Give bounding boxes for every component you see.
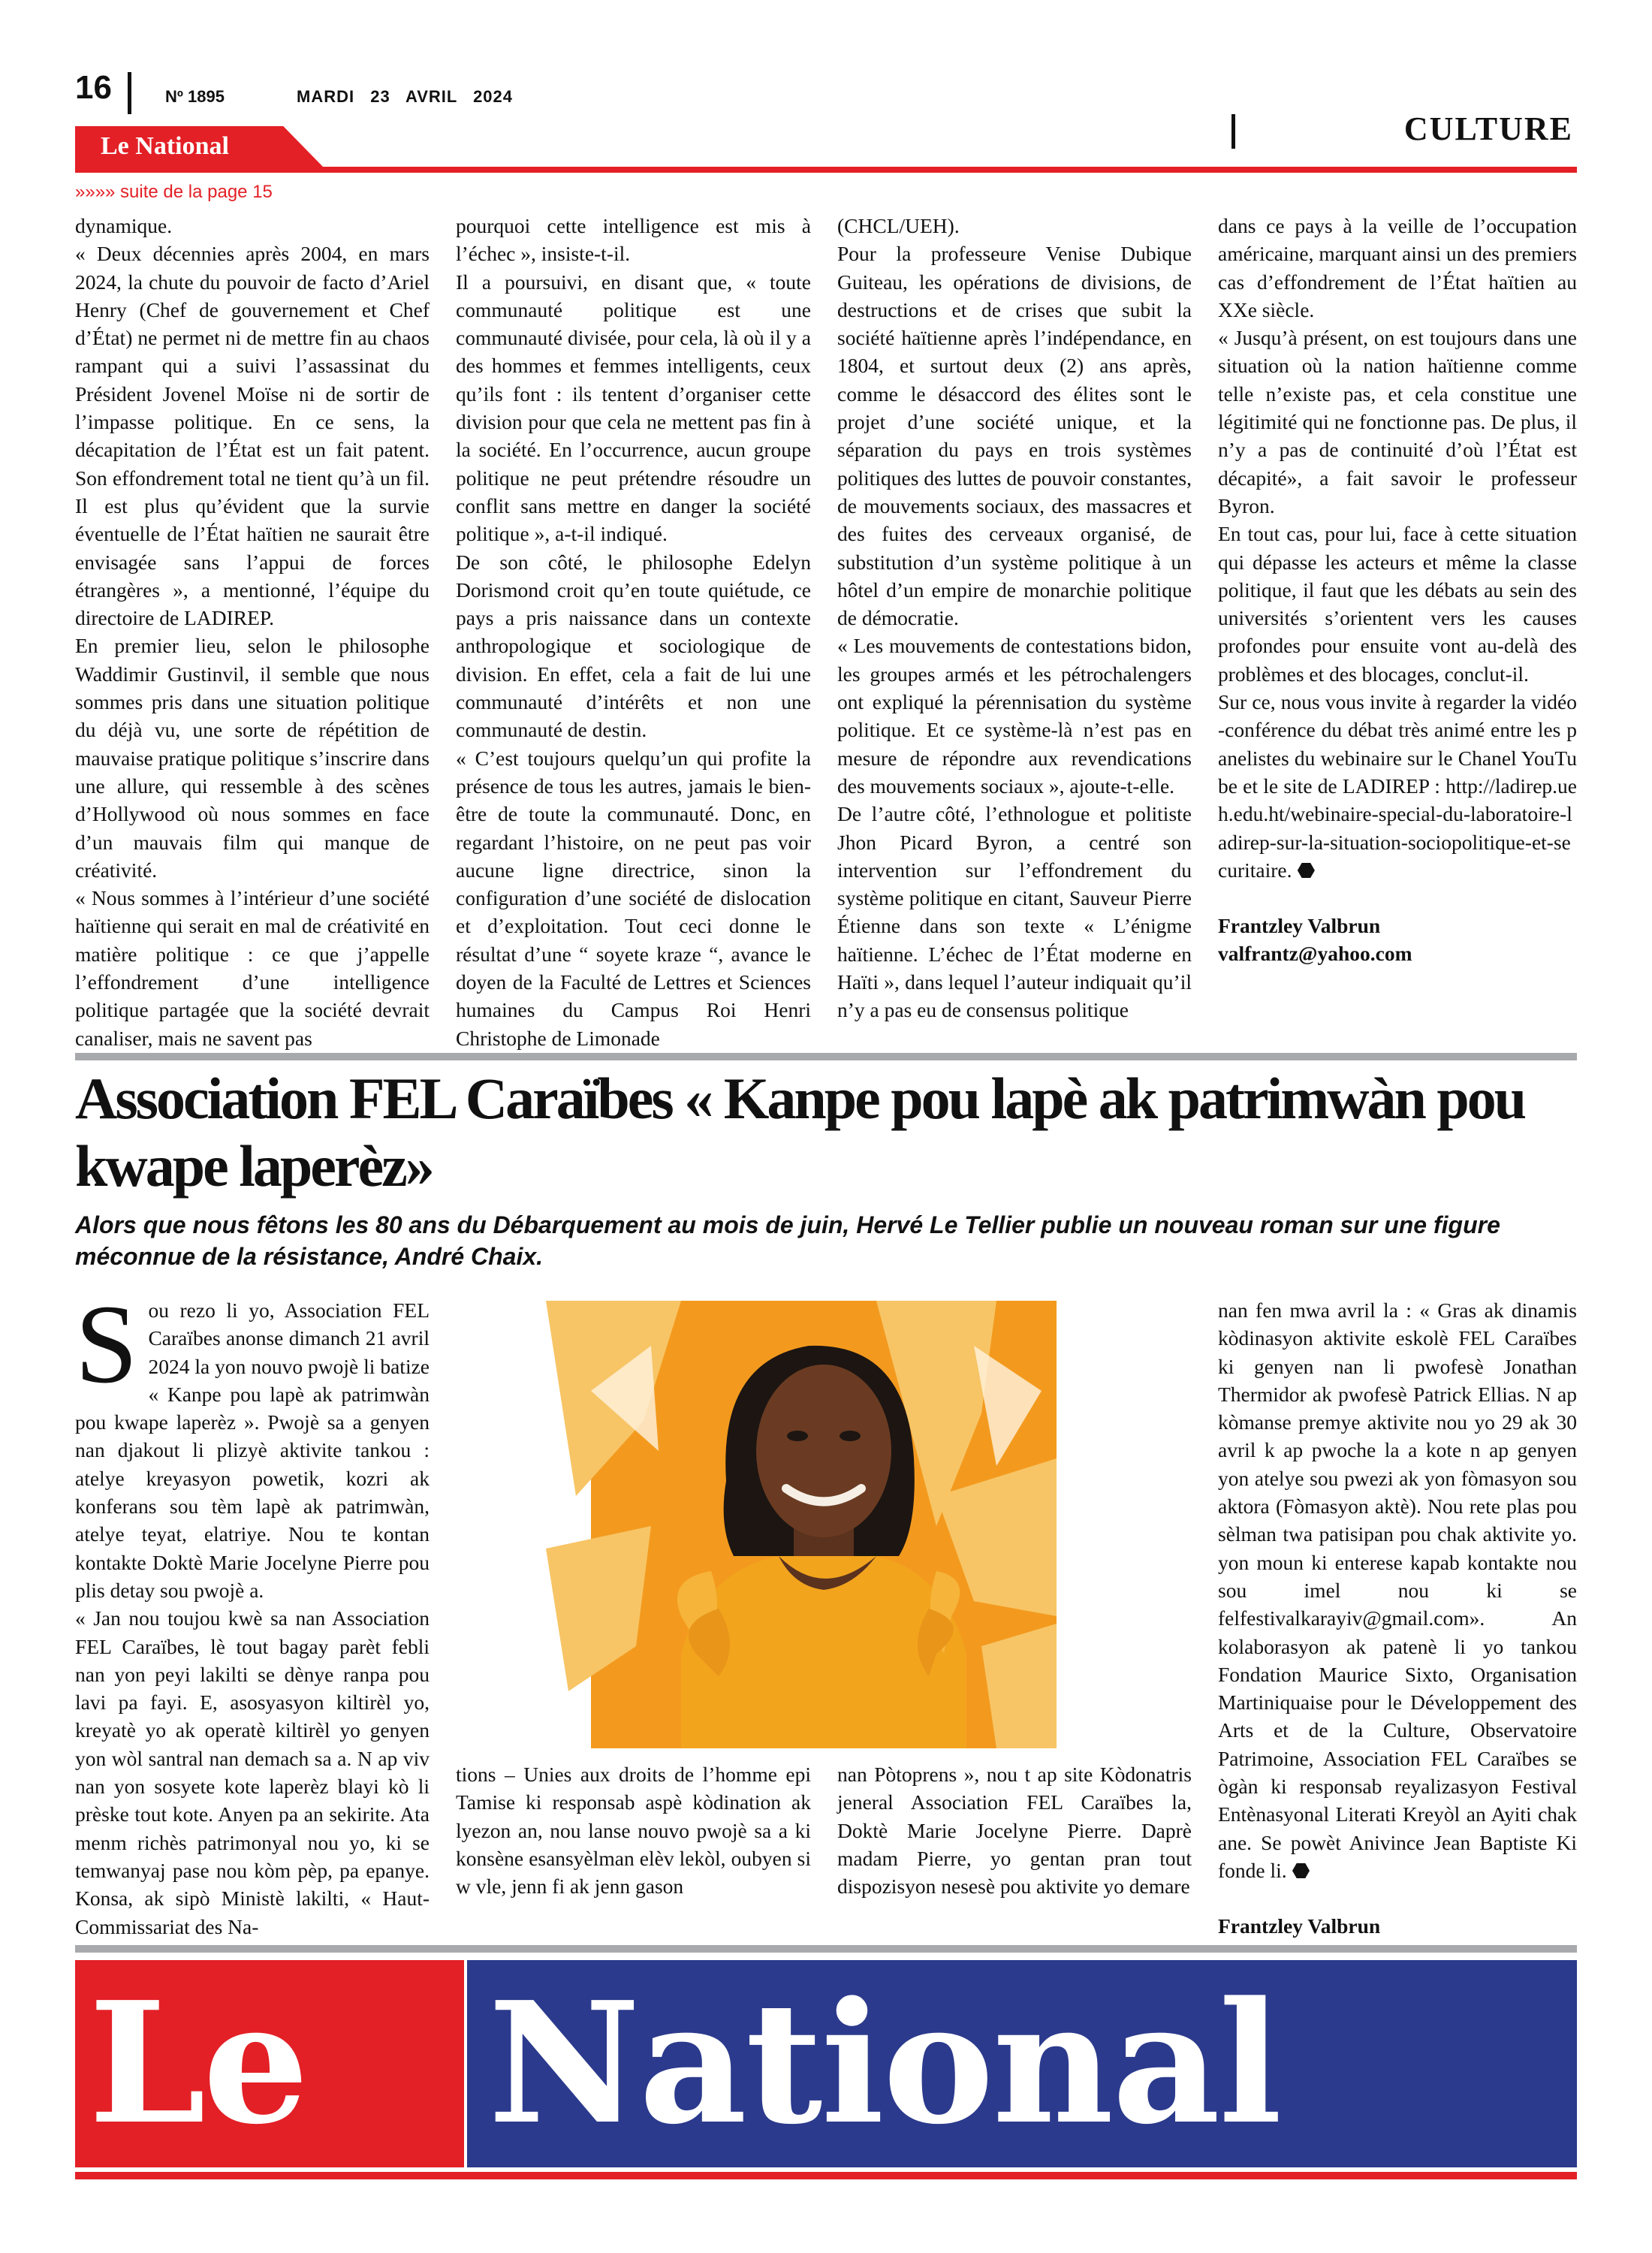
paragraph: En premier lieu, selon le philosophe Waddimir Gustinvil, il semble que nous sommes pris dans une situation politique du déjà vu, une sorte de répétition de mauvaise pratique politique s’inscrire dans une allure, qui ressemble à des scènes d’Hollywood où nous sommes en face d’un mauvais film qui manque de créativité. [75, 634, 430, 882]
drop-cap: S [75, 1282, 138, 1407]
paragraph: Pour la professeure Venise Dubique Guiteau, les opérations de divisions, de destructions et de crises que subit la société haïtienne après l’indépendance, en 1804, et surtout deux (2) ans après, comme le désaccord des élites sont le projet d’une société unique, et la séparation du pays en trois systèmes politiques des luttes de pouvoir constantes, de mouvements sociaux, des massacres et des fuites des cerveaux organisé, de substitution d’un système politique à un hôtel d’un empire de monarchie politique de démocratie. [837, 242, 1192, 630]
author-name: Frantzley Valbrun [1218, 914, 1381, 938]
footer-rule [75, 2172, 1577, 2179]
article1-column-1 [75, 212, 430, 1052]
article2-column-4 [1218, 1296, 1577, 1941]
paragraph: tions – Unies aux droits de l’homme epi Tamise ki responsab aspè kòdination ak lyezon an, nou lanse nouvo pwojè sa a ki konsène esansyèlman elèv lekòl, oubyen si w vle, jenn fi ak jenn gason [456, 1763, 811, 1899]
paragraph: « Deux décennies après 2004, en mars 2024, la chute du pouvoir de facto d’Ariel Henry (Chef de gouvernement et Chef d’État) ne permet ni de mettre fin au chaos rampant qui a suivi l’assassinat du Président Jovenel Moïse ni de sortir de l’impasse politique. En ce sens, la décapitation de l’État est un fait patent. Son effondrement total ne tient qu’à un fil. Il est plus qu’évident que la survie éventuelle de l’État haïtien ne saurait être envisagée sans l’appui de forces étrangères », a mentionné, l’équipe du directoire de LADIREP. [75, 242, 430, 630]
paragraph: « Jan nou toujou kwè sa nan Association FEL Caraïbes, lè tout bagay parèt febli nan yon peyi lakilti se dènye ranpa pou lavi pa fayi. E, asosyasyon kiltirèl yo, kreyatè yo ak operatè kiltirèl yo genyen yon wòl santral nan demach sa a. N ap viv nan yon sosyete kote laperèz blayi kò li prèske tout kote. Anyen pa an sekirite. Ata menm richès patrimonyal nou yo, ki se temwanyaj pase nou kòm pèp, pa epanye. Konsa, ak sipò Ministè lakilti, « Haut-Commissariat des Na- [75, 1606, 430, 1938]
paragraph: dynamique. [75, 214, 173, 237]
spacer [1218, 1884, 1577, 1912]
issue-number: Nº 1895 [165, 87, 225, 106]
article-divider [75, 1053, 1577, 1060]
article2-column-3 [837, 1760, 1192, 1900]
article2-subhead: Alors que nous fêtons les 80 ans du Débarquement au mois de juin, Hervé Le Tellier publie un nouveau roman sur une figure méconnue de la résistance, André Chaix. [75, 1211, 1500, 1270]
portrait-illustration [456, 1301, 1192, 1748]
paragraph: En tout cas, pour lui, face à cette situation qui dépasse les acteurs et même la classe politique, il faut que les débats au sein des universités s’orientent vers les causes profondes pour ensuite vont au-delà des problèmes et des blocages, conclut-il. [1218, 522, 1577, 686]
section-divider [1231, 114, 1235, 149]
author-name: Frantzley Valbrun [1218, 1914, 1381, 1938]
issue-date: MARDI 23 AVRIL 2024 [297, 87, 514, 106]
logo-text-le: Le [89, 1966, 306, 2161]
paragraph: « C’est toujours quelqu’un qui profite la présence de tous les autres, jamais le bien-être de toute la communauté. Donc, en regardant l’histoire, on ne peut pas voir aucune ligne directrice, sinon la configuration d’une société de dislocation et d’exploitation. Tout ceci donne le résultat d’une “ soyete kraze “, avance le doyen de la Faculté de Lettres et Sciences humaines du Campus Roi Henri Christophe de Limonade [456, 746, 811, 1050]
paragraph: Il a poursuivi, en disant que, « toute communauté politique est une communauté divisée, pour cela, là où il y a des hommes et femmes intelligents, ceux qu’ils font : ils tentent d’organiser cette division pour que cela ne mettent pas fin à la société. En l’occurrence, aucun groupe politique ne peut prétendre résoudre un conflit sans mettre en danger la société politique », a-t-il indiqué. [456, 270, 811, 546]
author-email[interactable]: valfrantz@yahoo.com [1218, 942, 1412, 966]
spacer [1218, 884, 1577, 912]
header-rule [75, 167, 1577, 173]
footer-divider [75, 1945, 1577, 1953]
paragraph: nan fen mwa avril la : « Gras ak dinamis kòdinasyon aktivite eskolè FEL Caraïbes ki genyen nan li pwofesè Jonathan Thermidor ak pwofesè Patrick Ellias. N ap kòmanse premye aktivite nou yo 29 ak 30 avril k ap pwoche la a kote n ap genyen yon atelye sou pwezi ak yon fòmasyon sou aktora (Fòmasyon aktè). Nou rete plas pou sèlman twa patisipan pou chak aktivite yo. yon moun ki enterese kapab kontakte nou sou imel nou ki se felfestivalkarayiv@gmail.com». An kolaborasyon ak patenè li yo tankou Fondation Maurice Sixto, Organisation Martiniquaise pour le Développement des Arts et de la Culture, Observatoire Patrimoine, Association FEL Caraïbes se ògàn ki responsab reyalizasyon Festival Entènasyonal Literati Kreyòl an Ayiti chak ane. Se powèt Anivince Jean Baptiste Ki fonde li. ⬣ [1218, 1298, 1577, 1882]
paragraph: De son côté, le philosophe Edelyn Dorismond croit qu’en toute quiétude, ce pays a pris naissance dans un contexte anthropologique et sociologique de division. En effet, cela a fait de lui une communauté d’intérêts et non une communauté de destin. [456, 550, 811, 742]
paragraph: « Les mouvements de contestations bidon, les groupes armés et les pétrochalengers ont expliqué la pérennisation du système politique. Et ce système-là n’est pas en mesure de répondre aux revendications des mouvements sociaux », ajoute-t-elle. [837, 634, 1192, 798]
logo-text-national: National [488, 1966, 1281, 2161]
paragraph: dans ce pays à la veille de l’occupation américaine, marquant ainsi un des premiers cas d’effondrement de l’État haïtien au XXe siècle. [1218, 214, 1578, 321]
paragraph: De l’autre côté, l’ethnologue et politiste Jhon Picard Byron, a centré son intervention sur l’effondrement du système politique en citant, Sauveur Pierre Étienne dans son texte « L’énigme haïtienne. L’échec de l’État moderne en Haïti », dans lequel l’auteur indiquait qu’il n’y a pas eu de consensus politique [837, 802, 1192, 1022]
article2-column-2 [456, 1760, 811, 1900]
paragraph: Sur ce, nous vous invite à regarder la vidéo-conférence du débat très animé entre les panelistes du webinaire sur le Chanel YouTube et le site de LADIREP : http://ladirep.ueh.edu.ht/webinaire-special-du-laboratoire-ladirep-sur-la-situation-sociopolitique-et-securitaire. ⬣ [1218, 690, 1577, 882]
article2-column-1 [75, 1282, 430, 1941]
section-title: CULTURE [1403, 110, 1573, 147]
portrait-photo [456, 1301, 1192, 1748]
paragraph: (CHCL/UEH). [837, 214, 960, 237]
page-number-divider [128, 72, 131, 114]
paragraph: pourquoi cette intelligence est mis à l’échec », insiste-t-il. [456, 214, 811, 266]
continued-from-label: »»»» suite de la page 15 [75, 182, 273, 202]
page-number: 16 [75, 69, 112, 106]
paragraph: nan Pòtoprens », nou t ap site Kòdonatris jeneral Association FEL Caraïbes la, Doktè Marie Jocelyne Pierre. Daprè madam Pierre, yo gentan pran tout dispozisyon nesesè pou aktivite yo demare [837, 1763, 1192, 1899]
brand-tab-label: Le National [101, 132, 229, 160]
paragraph: « Nous sommes à l’intérieur d’une société haïtienne qui serait en mal de créativité en matière politique : ce que j’appelle l’effondrement d’une intelligence politique partagée que la société devrait canaliser, mais ne savent pas [75, 886, 430, 1050]
paragraph: « Jusqu’à présent, on est toujours dans une situation où la nation haïtienne comme telle n’existe pas, et cela constitue une légitimité qui ne fonctionne pas. De plus, il n’y a pas de continuité d’où l’État est décapité», a fait savoir le professeur Byron. [1218, 326, 1577, 517]
article1-column-4 [1218, 212, 1577, 968]
paragraph: ou rezo li yo, Association FEL Caraïbes anonse dimanch 21 avril 2024 la yon nouvo pwojè li batize « Kanpe pou lapè ak patrimwàn pou kwape laperèz ». Pwojè sa a genyen nan djakout li plizyè aktivite tankou : atelye kreyasyon powetik, kozri ak konferans sou tèm lapè ak patrimwàn, atelye teyat, elatriye. Nou te kontan kontakte Doktè Marie Jocelyne Pierre pou plis detay sou pwojè a. [75, 1298, 430, 1602]
article2-headline: Association FEL Caraïbes « Kanpe pou lapè ak patrimwàn pou kwape laperèz» [75, 1066, 1525, 1199]
article1-column-2 [456, 212, 811, 1052]
article1-column-3 [837, 212, 1192, 1024]
